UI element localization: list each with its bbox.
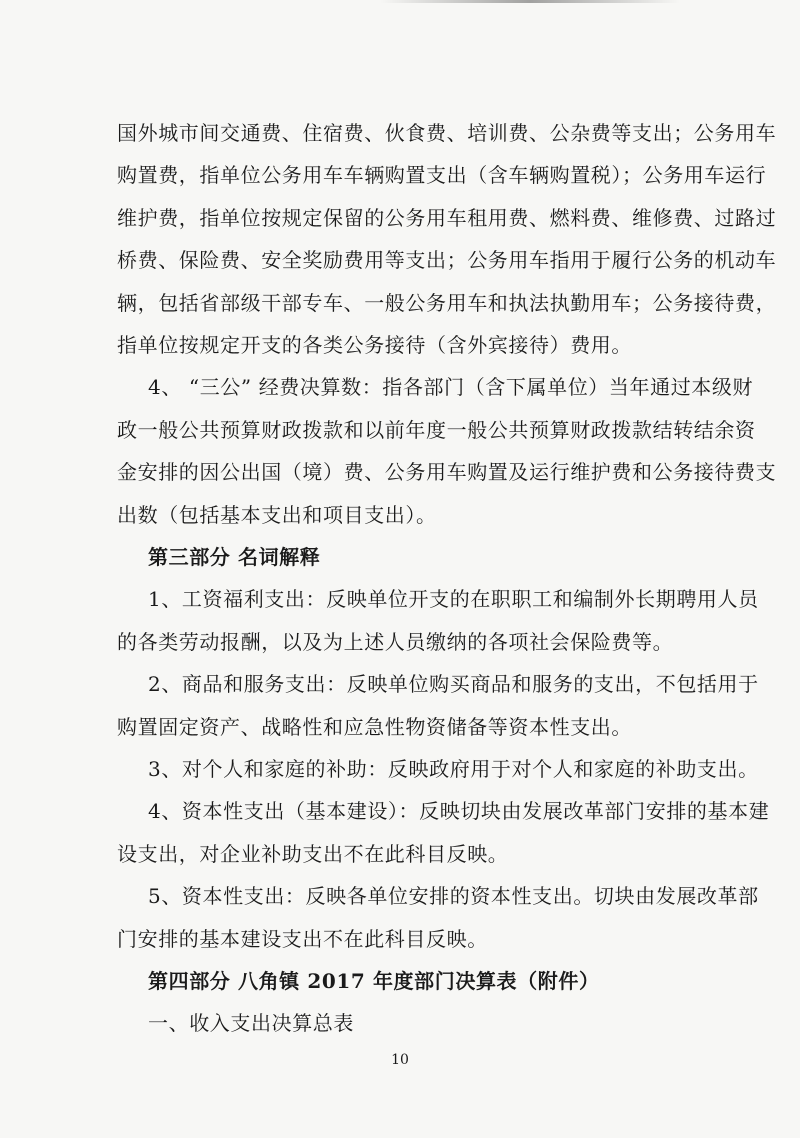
paragraph-line: 指单位按规定开支的各类公务接待（含外宾接待）费用。 xyxy=(117,333,632,357)
paragraph-line: 4、资本性支出（基本建设）：反映切块由发展改革部门安排的基本建 xyxy=(148,799,770,823)
paragraph-line: 设支出，对企业补助支出不在此科目反映。 xyxy=(117,842,509,866)
paragraph-line: 桥费、保险费、安全奖励费用等支出；公务用车指用于履行公务的机动车 xyxy=(117,248,777,272)
paragraph-line: 维护费，指单位按规定保留的公务用车租用费、燃料费、维修费、过路过 xyxy=(117,206,777,230)
paragraph-line: 政一般公共预算财政拨款和以前年度一般公共预算财政拨款结转结余资 xyxy=(117,418,756,442)
paragraph-line: 出数（包括基本支出和项目支出）。 xyxy=(117,503,437,527)
paragraph-line: 4、 “三公” 经费决算数：指各部门（含下属单位）当年通过本级财 xyxy=(148,375,754,399)
paragraph-line: 金安排的因公出国（境）费、公务用车购置及运行维护费和公务接待费支 xyxy=(117,460,777,484)
paragraph-line: 的各类劳动报酬，以及为上述人员缴纳的各项社会保险费等。 xyxy=(117,630,674,654)
page-number: 10 xyxy=(391,1052,409,1068)
section-heading-part4: 第四部分 八角镇 2017 年度部门决算表（附件） xyxy=(148,969,600,993)
paragraph-line: 国外城市间交通费、住宿费、伙食费、培训费、公杂费等支出；公务用车 xyxy=(117,121,777,145)
paragraph-line: 门安排的基本建设支出不在此科目反映。 xyxy=(117,927,488,951)
paragraph-line: 5、资本性支出：反映各单位安排的资本性支出。切块由发展改革部 xyxy=(148,884,759,908)
section-heading-part3: 第三部分 名词解释 xyxy=(148,545,321,569)
paragraph-line: 1、工资福利支出：反映单位开支的在职职工和编制外长期聘用人员 xyxy=(148,587,759,611)
paragraph-line: 购置固定资产、战略性和应急性物资储备等资本性支出。 xyxy=(117,715,632,739)
scan-edge-mark xyxy=(380,0,680,3)
paragraph-line: 购置费，指单位公务用车车辆购置支出（含车辆购置税）；公务用车运行 xyxy=(117,163,767,187)
paragraph-line: 辆，包括省部级干部专车、一般公务用车和执法执勤用车；公务接待费， xyxy=(117,291,777,315)
paragraph-line: 3、对个人和家庭的补助：反映政府用于对个人和家庭的补助支出。 xyxy=(148,757,759,781)
subsection-heading: 一、收入支出决算总表 xyxy=(148,1011,354,1035)
paragraph-line: 2、商品和服务支出：反映单位购买商品和服务的支出，不包括用于 xyxy=(148,672,759,696)
